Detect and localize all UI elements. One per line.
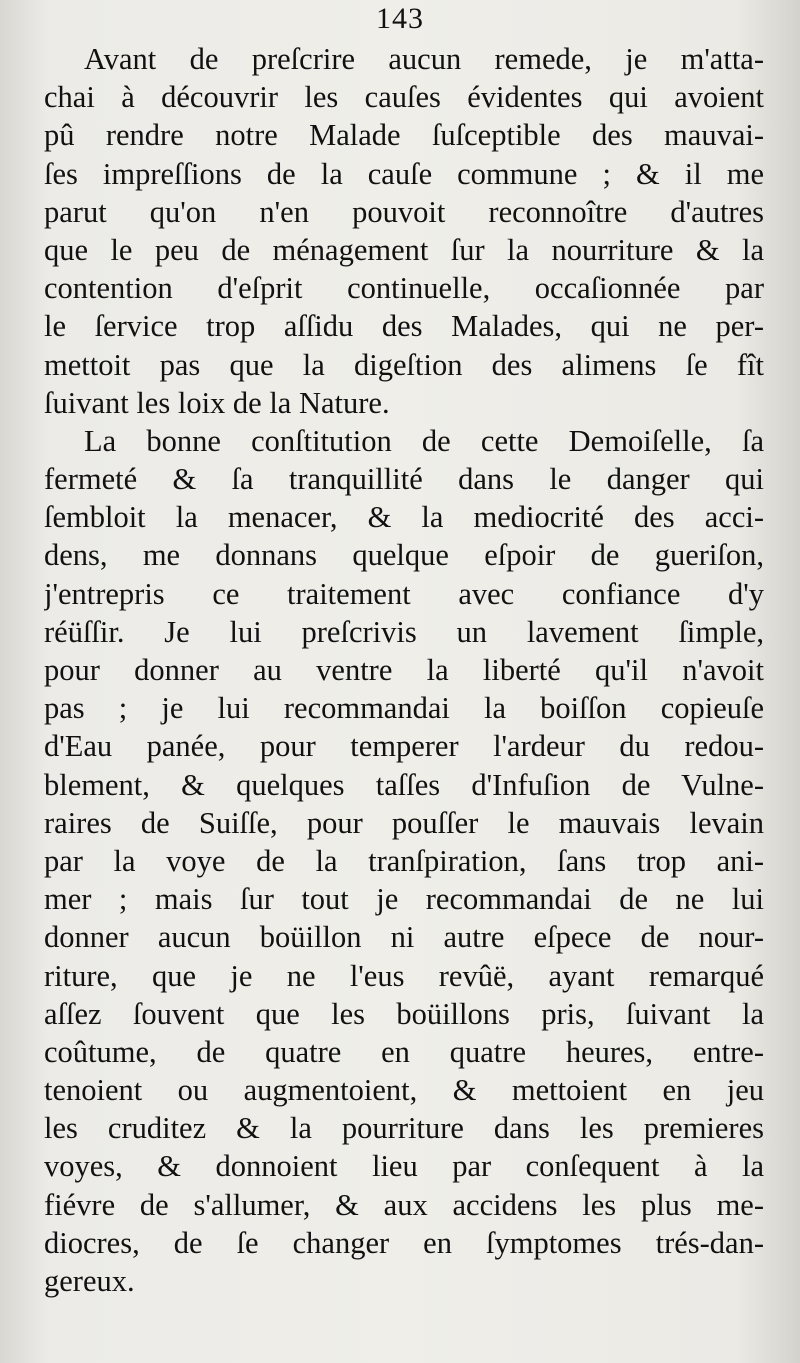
page-number: 143 — [376, 2, 424, 35]
text-line: mer ; mais ſur tout je recommandai de ne lui — [44, 882, 764, 917]
text-line: aſſez ſouvent que les boüillons pris, ſuivant la — [44, 996, 764, 1031]
text-line: pû rendre notre Malade ſuſceptible des mauvai- — [44, 118, 764, 153]
text-line: blement, & quelques taſſes d'Infuſion de Vulne- — [44, 767, 764, 802]
text-line: chai à découvrir les cauſes évidentes qui avoient — [44, 80, 764, 115]
text-line: réüſſir. Je lui preſcrivis un lavement ſimple, — [44, 614, 764, 649]
page-text — [44, 40, 764, 1300]
text-line: j'entrepris ce traitement avec confiance d'y — [44, 576, 764, 611]
text-line: gereux. — [44, 1264, 135, 1298]
text-line: parut qu'on n'en pouvoit reconnoître d'autres — [44, 194, 764, 229]
text-line: Avant de preſcrire aucun remede, je m'atta- — [84, 42, 764, 76]
text-line: donner aucun boüillon ni autre eſpece de nour- — [44, 920, 764, 955]
text-line: raires de Suiſſe, pour pouſſer le mauvais levain — [44, 805, 764, 840]
text-line: tenoient ou augmentoient, & mettoient en jeu — [44, 1073, 764, 1108]
text-line: contention d'eſprit continuelle, occaſionnée par — [44, 271, 764, 306]
text-line: pour donner au ventre la liberté qu'il n'avoit — [44, 653, 764, 687]
text-line: pas ; je lui recommandai la boiſſon copieuſe — [44, 691, 764, 726]
text-line: ſembloit la menacer, & la mediocrité des acci- — [44, 500, 764, 535]
text-line: d'Eau panée, pour temperer l'ardeur du redou- — [44, 729, 764, 764]
text-line: le ſervice trop aſſidu des Malades, qui ne per- — [44, 309, 764, 344]
text-line: voyes, & donnoient lieu par conſequent à la — [44, 1149, 764, 1184]
text-line: fermeté & ſa tranquillité dans le danger qui — [44, 462, 764, 497]
text-line: ſes impreſſions de la cauſe commune ; & il me — [44, 156, 764, 191]
text-line: coûtume, de quatre en quatre heures, entre- — [44, 1034, 764, 1069]
text-line: La bonne conſtitution de cette Demoiſelle, ſa — [84, 423, 764, 458]
text-line: diocres, de ſe changer en ſymptomes trés-dan- — [44, 1225, 764, 1260]
text-line: dens, me donnans quelque eſpoir de gueriſon, — [44, 538, 764, 573]
text-line: les cruditez & la pourriture dans les premieres — [44, 1111, 764, 1146]
text-line: fiévre de s'allumer, & aux accidens les plus me- — [44, 1187, 764, 1222]
paragraph-2 — [44, 422, 764, 1300]
text-line: mettoit pas que la digeſtion des alimens ſe fît — [44, 347, 764, 382]
text-line: ſuivant les loix de la Nature. — [44, 385, 390, 420]
paragraph-1 — [44, 40, 764, 422]
text-line: par la voye de la tranſpiration, ſans trop ani- — [44, 843, 764, 878]
text-line: riture, que je ne l'eus revûë, ayant remarqué — [44, 958, 764, 993]
text-line: que le peu de ménagement ſur la nourriture & la — [44, 232, 764, 267]
